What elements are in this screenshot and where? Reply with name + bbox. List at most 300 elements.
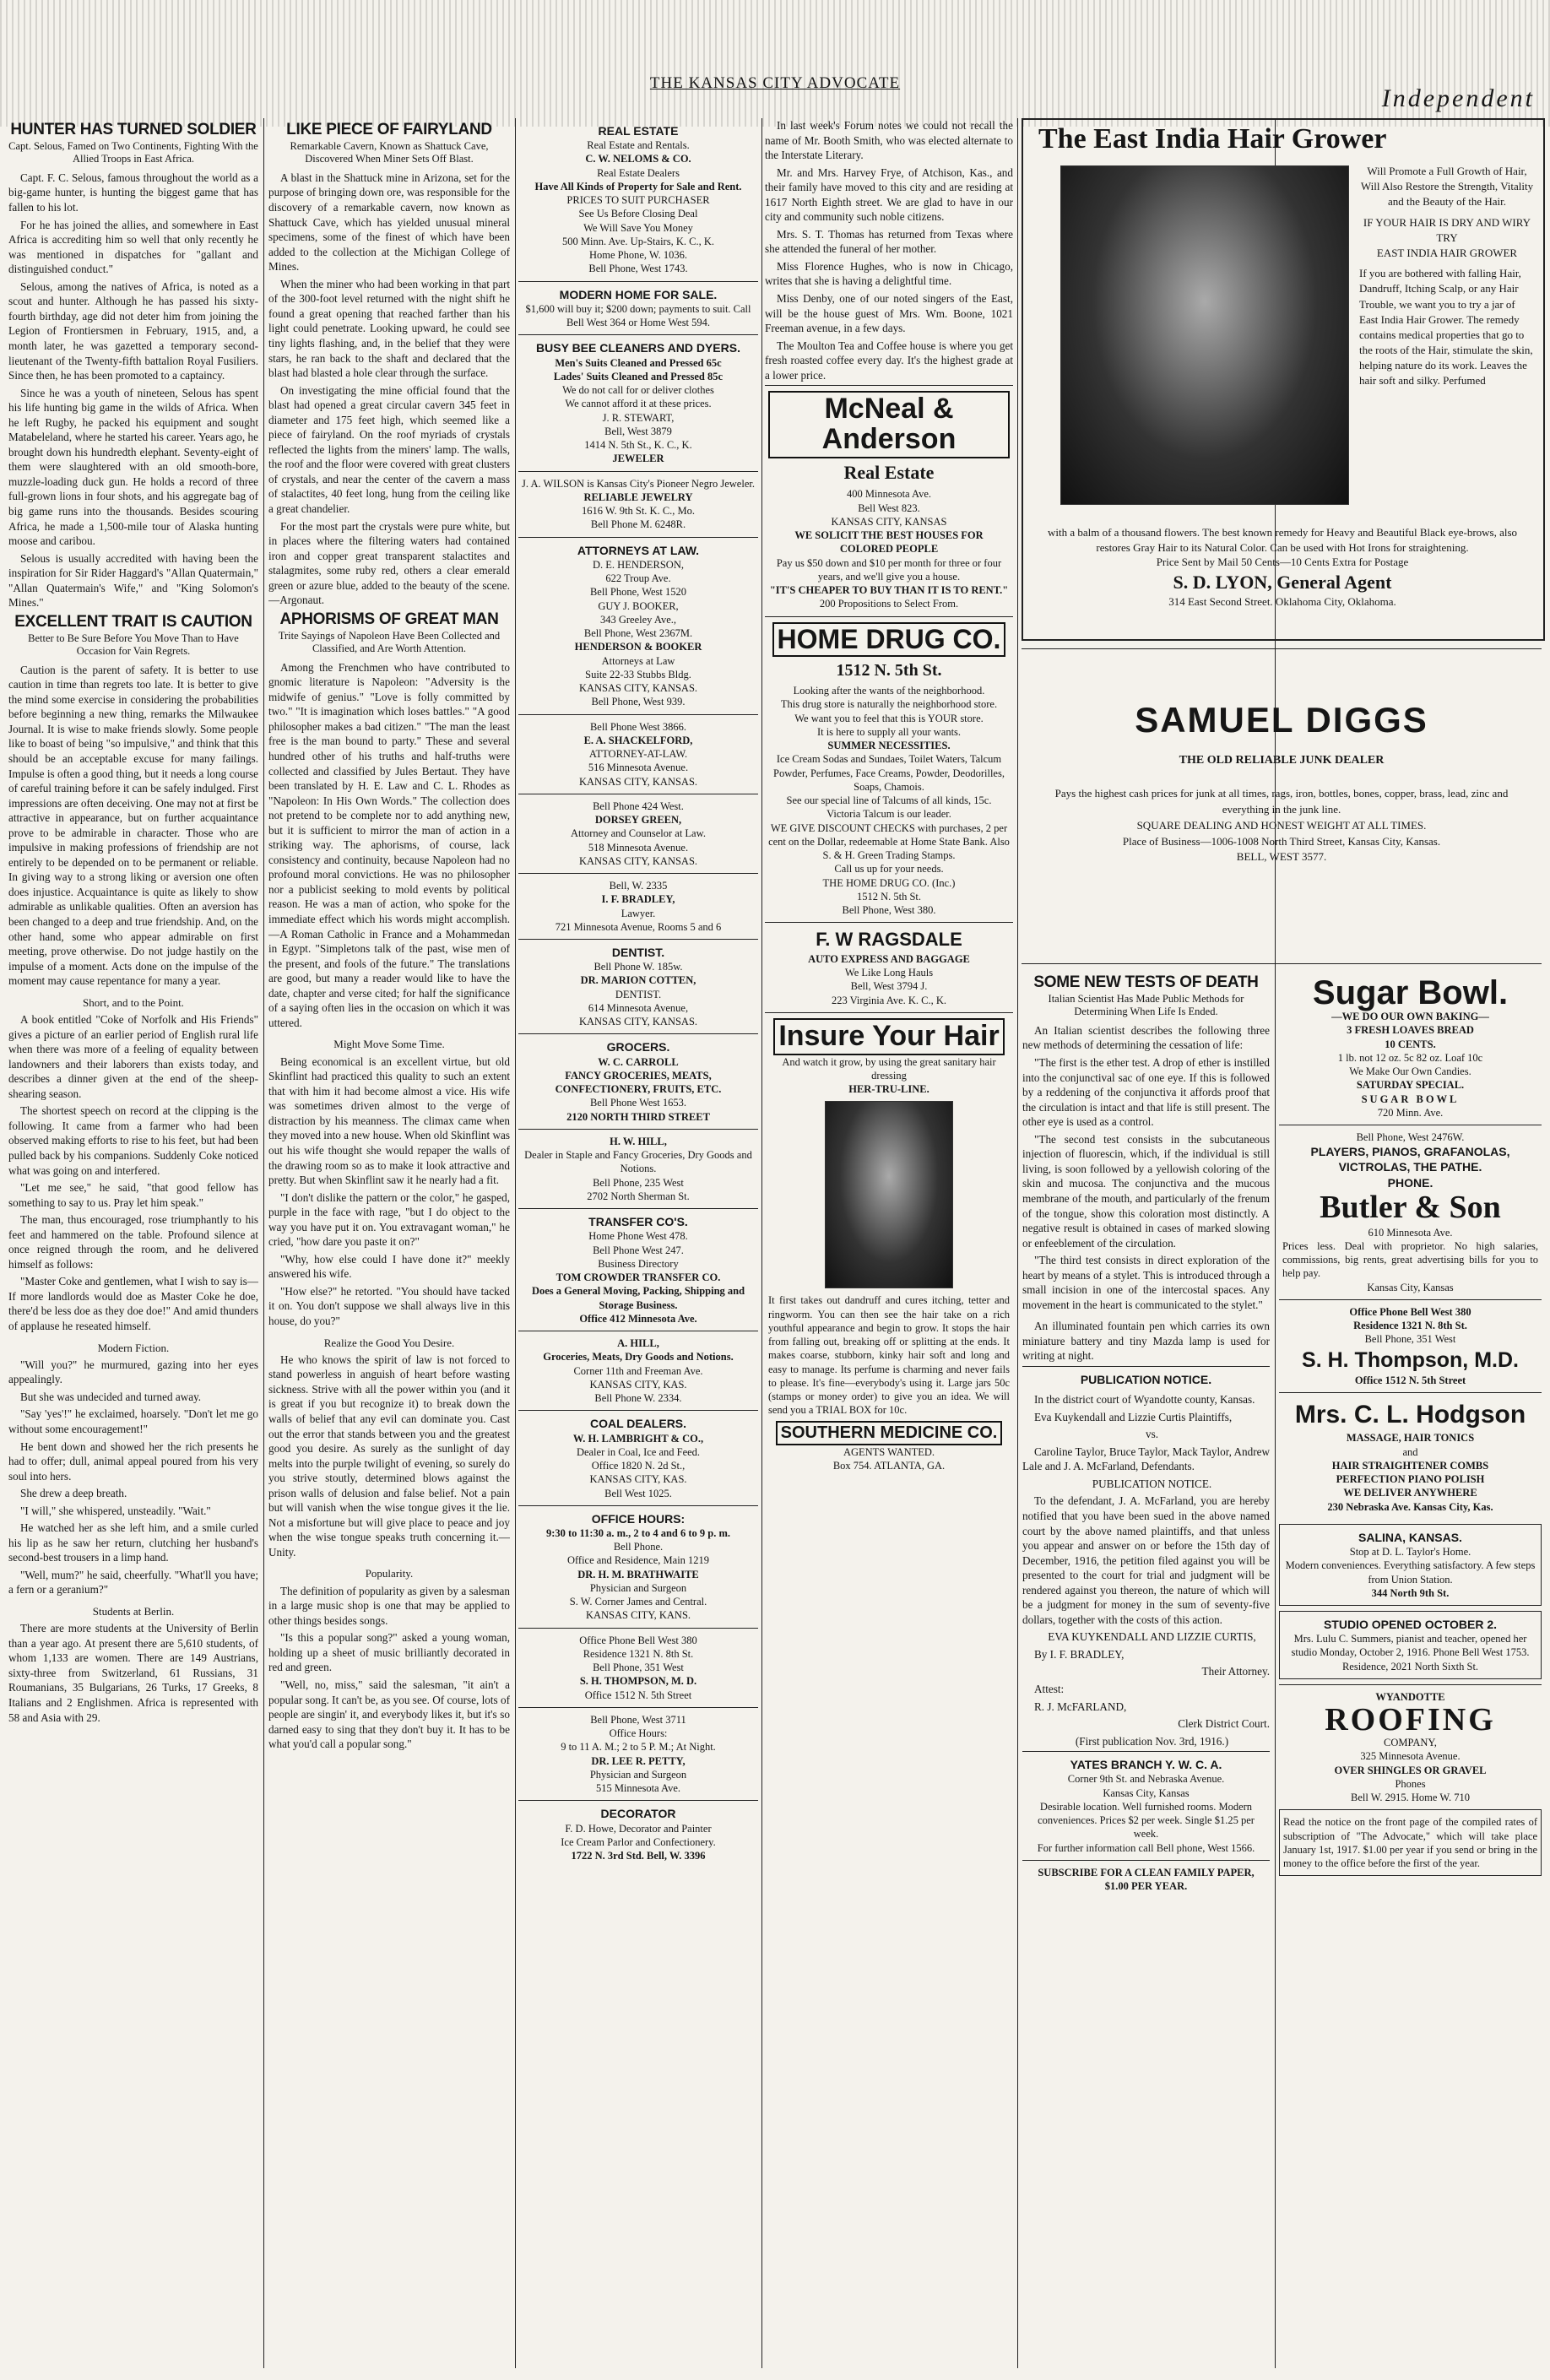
subhead-hunter: Capt. Selous, Famed on Two Continents, Fighting With the Allied Troops in East Africa. [8,139,258,165]
ad-title: S. H. Thompson, M.D. [1302,1347,1519,1372]
headline-modern-fiction: Modern Fiction. [97,1341,170,1354]
paragraph: On investigating the mine official found that the blast had opened a great circular cavern 345 feet in diameter and 175 feet high, which seemed like a piece of fairyland. On the roof myriads of crystals reflected the lights from the miners' lamp. The walls, the roof and the floor were covered with great clusters of crystals, and near the center of the cavern a mass of stalactites, 40 feet long, hung from the ceiling like a great chandelier. [268,383,510,515]
ad-line: 518 Minnesota Avenue. [588,841,689,854]
subhead-tests-death: Italian Scientist Has Made Public Methods for Determining When Life Is Ended. [1048,992,1244,1017]
ad-line: Will Promote a Full Growth of Hair, Will Also Restore the Strength, Vitality and the Beauty of the Hair. [1360,165,1534,209]
ad-salina [1279,1524,1542,1606]
ad-line: Bell W. 2915. Home W. 710 [1351,1792,1470,1804]
ad-line: and [1402,1445,1418,1458]
ad-dorsey-green [518,794,758,873]
ad-line: DR. LEE R. PETTY, [591,1754,686,1767]
legal-line: PUBLICATION NOTICE. [1092,1477,1212,1490]
ad-line: AGENTS WANTED. [843,1445,935,1458]
ad-line: Residence 1321 N. 8th St. [1353,1320,1467,1332]
ad-line: Bell Phone W. 185w. [593,961,683,973]
ad-line: Physician and Surgeon [589,1581,687,1594]
local-note: Miss Denby, one of our noted singers of the East, will be the house guest of Mrs. Wm. Boone, 1021 Freeman avenue, in a few days. [765,292,1013,335]
ad-title: Mrs. C. L. Hodgson [1294,1401,1526,1429]
ad-line: Bell Phone W. 2334. [594,1392,682,1405]
ad-attorneys [518,537,758,714]
ad-line: KANSAS CITY, KANSAS. [578,775,698,788]
ad-line: 500 Minn. Ave. Up-Stairs, K. C., K. [562,235,714,247]
paragraph: "Is this a popular song?" asked a young woman, holding up a sheet of music brilliantly decorated in red and green. [268,1631,510,1674]
ad-line: Victoria Talcum is our leader. [826,808,951,821]
ad-line: Phones [1395,1777,1426,1790]
ad-line: 200 Propositions to Select From. [819,598,959,610]
paragraph: "Master Coke and gentlemen, what I wish to say is—If more landlords would doe as Master Coke he doe, there'd be less doe as they doe doe!" And amid thunders of applause he reseated himself. [8,1275,258,1332]
ad-line: Bell, W. 2335 [609,880,668,892]
paragraph: "I will," she whispered, unsteadily. "Wait." [20,1504,211,1517]
ad-line: 622 Troup Ave. [605,572,671,584]
column-1 [8,118,258,2372]
ad-line: HAIR STRAIGHTENER COMBS [1331,1459,1489,1472]
ad-line: S. D. LYON, General Agent [1173,571,1392,593]
ad-line: DR. MARION COTTEN, [580,974,696,987]
ad-line: Bell Phone 424 West. [593,800,684,812]
ad-line: Dealer in Coal, Ice and Feed. [576,1445,701,1458]
legal-line: By I. F. BRADLEY, [1034,1647,1125,1661]
ad-line: Read the notice on the front page of the compiled rates of subscription of "The Advocate," which will take place January 1st, 1917. $1.00 per year if you send or bring in the money to the office before the first of the year. [1283,1816,1537,1870]
ad-line: S. W. Corner James and Central. [569,1596,707,1608]
ad-line: PERFECTION PIANO POLISH [1336,1473,1485,1486]
ad-a-hill [518,1331,758,1410]
ad-title: F. W RAGSDALE [816,929,962,951]
ad-line: THE HOME DRUG CO. (Inc.) [822,876,956,889]
hair-tonic-illustration [825,1101,953,1288]
ad-line: Box 754. ATLANTA, GA. [832,1459,946,1472]
ad-line: We Like Long Hauls [844,967,934,979]
ad-line: Bell Phone, 351 West [593,1662,684,1674]
masthead-right: Independent [1381,84,1535,112]
ad-title: Sugar Bowl. [1312,974,1509,1011]
ad-title: STUDIO OPENED OCTOBER 2. [1323,1618,1498,1632]
ad-line: Bell Phone West 3866. [589,720,687,733]
ad-line: Desirable location. Well furnished rooms. Modern conveniences. Prices $2 per week. Single $1.25 per week. [1038,1800,1255,1841]
ad-line: Bell West 823. [858,501,920,514]
ad-line: Ice Cream Parlor and Confectionery. [561,1835,716,1848]
legal-line: In the district court of Wyandotte county, Kansas. [1034,1393,1255,1407]
ad-line: "IT'S CHEAPER TO BUY THAN IT IS TO RENT." [769,584,1009,597]
ad-line: WE GIVE DISCOUNT CHECKS with purchases, 2 per cent on the Dollar, redeemable at Home State Bank. Also S. & H. Green Trading Stamps. [768,821,1010,862]
ad-line: Physician and Surgeon [589,1768,687,1781]
ad-line: 1414 N. 5th St., K. C., K. [584,439,692,452]
ad-title: ROOFING [1325,1702,1496,1738]
ad-line: OVER SHINGLES OR GRAVEL [1334,1764,1487,1776]
paragraph: Selous, among the natives of Africa, is noted as a scout and hunter. Although he has passed his sixty-fourth birthday, age did not deter him from joining the Legion of Frontiersmen in February, 1915, and, a month later, he was gazetted a temporary second-lieutenant of the Twenty-fifth battalion Royal Fusiliers. Since then, he has been promoted to a captaincy. [8,279,258,382]
paragraph: She drew a deep breath. [20,1487,127,1500]
paragraph: A blast in the Shattuck mine in Arizona, set for the purpose of bringing down ore, was responsible for the discovery of a remarkable cavern, now known as Shattuck Cave, which has yielded unusual mineral specimens, some of the finest of which have been added to the collection at the Michigan College of Mines. [268,171,510,274]
column-rule [1017,118,1018,2368]
ad-line: IF YOUR HAIR IS DRY AND WIRY [1363,215,1531,229]
paragraph: The shortest speech on record at the clipping is the following. It came from a farmer who had been observed making efforts to rise to his feet, but had been pulled back by his companions. Suddenly Coke noticed what was going on and interfered. [8,1104,258,1177]
print-grain [0,0,1550,127]
ad-line: HENDERSON & BOOKER [574,641,702,653]
section-heading: OFFICE HOURS: [591,1511,686,1526]
paragraph: Since he was a youth of nineteen, Selous has spent his life hunting big game in the wilds of Africa. When he left Rugby, he packed his equipment and sought Matabeleland, where he started his career. Years ago, he brought down his hundredth elephant. Seventy-eight of them were slaughtered with an old smooth-bore, muzzle-loading duck gun. He holds a record of three full-grown lions in four shots, and his aggregate bag of big game runs into the thousands. Besides scouring Africa, he made a 1,500-mile tour of Alaska hunting moose and caribou. [8,386,258,548]
ad-line: Ice Cream Sodas and Sundaes, Toilet Waters, Talcum Powder, Perfumes, Face Creams, Powder, Deodorilles, Soaps, Chamois. [773,753,1005,793]
ad-line: Pay us $50 down and $10 per month for three or four years, and we'll give you a house. [776,556,1002,583]
ad-side-text [1359,164,1535,389]
woman-portrait-photo [1060,165,1349,505]
ad-line: E. A. SHACKELFORD, [583,734,693,746]
paragraph: An Italian scientist describes the following three new methods of determining the cessation of life: [1022,1023,1270,1052]
paragraph: "The second test consists in the subcutaneous injection of fluorescin, which, if the individual is still living, is soon followed by a yellowish coloring of the skin and mucosa. The conjunctiva and the mucous membrane of the mouth, and particularly of the frenum of the tongue, show this coloration most distinctly. A negative result is obtained in cases of marked slowing or enfeeblement of the circulation. [1022,1132,1270,1250]
ad-line: We cannot afford it at these prices. [565,398,712,410]
ad-line: 1512 N. 5th St. [856,890,922,903]
ad-title: SALINA, KANSAS. [1358,1530,1462,1544]
paragraph: Caution is the parent of safety. It is better to use caution in time than regrets too late. It is better to give the mind some exercise in considering the probabilities before beginning a new thing, remarks the Milwaukee Journal. It is wise to make friends slowly. Some people like to boast of being "so impulsive," and think that this should be an acceptable excuse for many failings. Impulse is often a good thing, but it needs a long course of careful training before it can be safely indulged. First impressions are often deceiving. One may not at first be attractive in appearance, but on further acquaintance prove to be admirable in character. Those who are impulsive in making professions of friendship are not entirely to be depended on to be permanent or reliable. In giving way to a strong liking or aversion one often does injustice. Acquaintance is quite as likely to show admirable as unlikable qualities. Often an aversion has been changed to a deep and true friendship. And, on the other hand, some who appear admirable on first meeting, prove otherwise. Do not judge hastily on the impulse of a moment. Acts done on the impulse of the moment may cause repentance for many a year. [8,663,258,988]
paragraph: Among the Frenchmen who have contributed to gnomic literature is Napoleon: "Adversity is the midwife of genius." "Love is folly committed by two." "It is imagination which loses battles." "A good philosopher makes a bad citizen." "The man the least free is the man bound to party." These and several hundred other of his truths and half-truths were collected and classified by Jules Bertaut. They have been translated by H. E. Law and C. L. Rhodes as "Napoleon: In His Own Words." The collection does not pretend to be complete nor to add anything new, but it is sufficient to mirror the man of action in a striking way. The aphorisms, of course, lack consistency and continuity, because Napoleon had no profound moral convictions. He was no philosopher nor a publicist seeking to mold events by political reason. He was a man of action, who spoke for the immediate effect which his words might accomplish.—A Roman Catholic in France and a Mohammedan in Egypt. "Simpletons talk of the past, wise men of the present, and fools of the future." The translations are good, but many a reader would like to have the date, chapter and verse cited; for half the significance of a saying often lies in the occasion on which it was uttered. [268,660,510,1029]
ad-line: EAST INDIA HAIR GROWER [1376,246,1518,259]
ad-line: W. C. CARROLL [598,1055,679,1068]
ad-line: Bell Phone, West 3711 [590,1713,686,1726]
ad-line: J. A. WILSON is Kansas City's Pioneer Negro Jeweler. [522,477,755,490]
ad-line: Prices less. Deal with proprietor. No high salaries, commissions, big rents, great advertising bills for you to help pay. [1282,1239,1538,1280]
ad-line: Looking after the wants of the neighborhood. [793,685,985,697]
ad-line: HER-TRU-LINE. [848,1083,929,1096]
ad-sugar-bowl [1279,971,1542,1125]
section-heading: REAL ESTATE [598,124,679,138]
subhead-aphorisms: Trite Sayings of Napoleon Have Been Collected and Classified, and Are Worth Attention. [278,629,501,654]
paragraph: Being economical is an excellent virtue, but old Skinflint had practiced this quality to such an extent that with him it had become almost a vice. His wife was sometimes driven almost to the verge of distraction by his meanness. The climax came when they moved into a new house. When old Skinflint was out his wife thought she would repaper the walls of the drawing room so as to make it look attractive and pretty. But when Skinflint saw it he nearly had a fit. [268,1054,510,1187]
ad-line: KANSAS CITY, KAS. [589,1378,687,1391]
ad-body [1022,786,1542,865]
ad-line: Dealer in Staple and Fancy Groceries, Dry Goods and Notions. [524,1149,752,1175]
ad-line: 343 Greeley Ave., [599,613,676,626]
ad-line: H. W. HILL, [610,1135,667,1147]
ad-line: C. W. NELOMS & CO. [585,153,691,165]
ad-roofing [1279,1684,1542,1810]
ad-line: Attorney and Counselor at Law. [571,827,706,840]
ad-line: 1722 N. 3rd Std. Bell, W. 3396 [571,1850,706,1862]
ad-line: 9 to 11 A. M.; 2 to 5 P. M.; At Night. [561,1741,716,1754]
ad-title: SAMUEL DIGGS [1135,700,1428,740]
ad-line: 344 North 9th St. [1371,1586,1450,1599]
ad-samuel-diggs [1022,648,1542,964]
ad-line: Bell West 1025. [604,1487,672,1499]
section-heading: DECORATOR [600,1807,676,1821]
ad-line: —WE DO OUR OWN BAKING— [1331,1011,1489,1022]
ad-mcneal-anderson [765,385,1013,615]
ad-line: Place of Business—1006-1008 North Third Street, Kansas City, Kansas. [1122,834,1441,848]
ad-line: Have All Kinds of Property for Sale and Rent. [534,180,742,192]
ad-line: 230 Nebraska Ave. Kansas City, Kas. [1327,1500,1493,1513]
headline-caution: EXCELLENT TRAIT IS CAUTION [14,612,252,631]
ad-line: SQUARE DEALING AND HONEST WEIGHT AT ALL TIMES. [1136,818,1427,832]
column-4 [765,118,1013,2372]
column-rule [761,118,762,2368]
ad-line: Bell Phone, West 2476W. [1356,1131,1465,1143]
ad-line: F. D. Howe, Decorator and Painter [565,1822,712,1835]
ad-line: This drug store is naturally the neighborhood store. [780,698,998,711]
ad-line: Office 1512 N. 5th Street [584,1689,692,1701]
ad-line: Stop at D. L. Taylor's Home. [1349,1546,1471,1559]
section-heading: TRANSFER CO'S. [588,1215,688,1229]
ad-title: The East India Hair Grower [1038,123,1387,155]
ad-line: PRICES TO SUIT PURCHASER [566,194,710,207]
column-rule [515,118,516,2368]
headline-students-berlin: Students at Berlin. [92,1605,175,1618]
ad-line: Bell, West 3879 [604,425,672,437]
ad-line: RELIABLE JEWELRY [583,491,693,503]
ad-title: YATES BRANCH Y. W. C. A. [1070,1758,1222,1772]
ad-line: Bell Phone M. 6248R. [590,518,686,531]
ad-line: Mrs. Lulu C. Summers, pianist and teacher, opened her studio Monday, October 2, 1916. Phone Bell West 1753. Residence, 2021 North Sixth St. [1291,1633,1530,1673]
ad-line: See Us Before Closing Deal [578,208,698,220]
ad-line: We Make Our Own Candies. [1349,1065,1471,1077]
ad-line: Groceries, Meats, Dry Goods and Notions. [543,1351,734,1363]
paragraph: "Will you?" he murmured, gazing into her eyes appealingly. [8,1358,258,1386]
paragraph: The man, thus encouraged, rose triumphantly to his feet and hammered on the table. Profound silence at once reigned through the room, and he delivered himself as follows: [8,1213,258,1271]
legal-line: To the defendant, J. A. McFarland, you are hereby notified that you have been sued in the above named court by the above named plaintiffs, and that unless you appear and answer on or before the 15th day of December, 1916, the petition filed against you will be presented to the court for trial and judgment will be rendered against you thereon, the nature of which will be a judgment for money in the sum of seventy-five dollars, together with the costs of this action. [1022,1494,1270,1626]
ad-line: SUBSCRIBE FOR A CLEAN FAMILY PAPER, $1.00 PER YEAR. [1038,1866,1255,1893]
ad-line: Office Hours: [609,1727,668,1740]
ad-line: We do not call for or deliver clothes [562,384,714,397]
headline-hunter: HUNTER HAS TURNED SOLDIER [10,121,257,138]
ad-line: TRY [1436,230,1458,244]
paragraph: "Say 'yes'!" he exclaimed, hoarsely. "Don't let me go without some encouragement!" [8,1407,258,1435]
ad-line: 1616 W. 9th St. K. C., Mo. [581,505,696,518]
ad-line: DORSEY GREEN, [594,814,682,826]
ad-subscribe [1022,1860,1270,1899]
ad-line: GUY J. BOOKER, [598,599,679,612]
ad-title: HOME DRUG CO. [772,622,1006,658]
legal-line: vs. [1145,1428,1159,1441]
ad-title: MODERN HOME FOR SALE. [559,287,718,301]
ad-thompson [1279,1299,1542,1393]
paragraph: He bent down and showed her the rich presents he had to offer; dull, animal appeal poured from his very soul into hers. [8,1439,258,1483]
ad-line: Bell Phone, West 380. [842,904,936,917]
ad-line: Real Estate and Rentals. [587,139,690,152]
ad-line: Men's Suits Cleaned and Pressed 65c [555,356,722,369]
ad-line: SATURDAY SPECIAL. [1356,1079,1465,1092]
column-3-directory [518,118,758,2372]
ad-line: Home Phone, W. 1036. [589,249,687,262]
section-heading: COAL DEALERS. [589,1417,687,1431]
ad-line: 1512 N. 5th St. [836,661,942,680]
newspaper-title: THE KANSAS CITY ADVOCATE [649,74,901,92]
ad-line: It is here to supply all your wants. [816,725,962,738]
ad-home-drug [765,616,1013,923]
paragraph: For he has joined the allies, and somewhere in East Africa is accrediting him so well that only recently he was mentioned in dispatches for "gallant and distinguished conduct." [8,218,258,276]
ad-line: ATTORNEY-AT-LAW. [588,748,688,760]
ad-line: Bell Phone West 1653. [589,1097,687,1109]
ad-line: KANSAS CITY, KANSAS. [578,854,698,867]
ad-line: SOUTHERN MEDICINE CO. [776,1421,1003,1445]
ad-title: Insure Your Hair [773,1018,1004,1055]
ad-line: Suite 22-33 Stubbs Bldg. [585,668,691,680]
local-note: Mrs. S. T. Thomas has returned from Texas where she attended the funeral of her mother. [765,227,1013,256]
ad-line: KANSAS CITY, KANSAS. [578,682,698,694]
paragraph: He who knows the spirit of law is not forced to stand powerless in anguish of heart before wasting sickness. Strive with all the power within you (and it is great if you but recognize it) to break down the walls of belief that any evil can dominate you. Cast out the error that stands between you and the greatest good you desire. As surely as the sunlight of day melts into the purple twilight of evening, so surely do you strive stoutly, determined blows against the prison walls of delusion and false belief. Not a pain but will vanish when the wise tongue gives it the lie. Not a misfortune but will give place to peace and joy when the wise tongue speaks truth concerning it.—Unity. [268,1353,510,1559]
legal-line: Their Attorney. [1201,1665,1270,1678]
ad-line: 223 Virginia Ave. K. C., K. [831,994,947,1006]
column-6 [1279,971,1542,2372]
ad-line: Bell Phone, West 1743. [588,263,688,275]
ad-line: For further information call Bell phone, West 1566. [1037,1841,1255,1854]
paragraph: He watched her as she left him, and a smile curled his lip as he saw her return, clutching her husband's second-best trousers in a limp hand. [8,1521,258,1564]
ad-line: SUMMER NECESSITIES. [827,740,951,752]
ad-wilson-jeweler [518,471,758,537]
subscription-notice [1279,1809,1542,1876]
ad-line: Real Estate [843,461,935,483]
column-2 [268,118,510,2372]
paragraph: Capt. F. C. Selous, famous throughout the world as a big-game hunter, is hunting the biggest game that has fallen to his lot. [8,171,258,214]
ad-bradley [518,873,758,939]
ad-grocers [518,1033,758,1128]
ad-line: Bell Phone, 351 West [1364,1333,1456,1346]
ad-real-estate [518,118,758,281]
column-rule [263,118,264,2368]
ad-line: J. R. STEWART, [602,411,675,424]
local-note: The Moulton Tea and Coffee house is where you get fresh roasted coffee every day. It's the highest grade at a lower price. [765,339,1013,382]
ad-line: KANSAS CITY, KANS. [585,1609,691,1622]
paragraph: "How else?" he retorted. "You should have tacked it on. You don't suppose we shall always live in this house, do you?" [268,1284,510,1327]
ad-line: Office Phone Bell West 380 [1349,1305,1471,1318]
ad-line: A. HILL, [617,1337,659,1350]
legal-line: R. J. McFARLAND, [1034,1700,1127,1713]
ad-line: Bell Phone, West 939. [591,696,686,708]
ad-line: WE SOLICIT THE BEST HOUSES FOR COLORED PEOPLE [794,529,984,556]
ad-line: Bell Phone, West 2367M. [583,627,693,639]
ad-line: Bell Phone, West 1520 [589,586,687,599]
paragraph: An illuminated fountain pen which carries its own miniature battery and tiny Mazda lamp is used for writing at night. [1022,1320,1270,1363]
subhead-caution: Better to Be Sure Before You Move Than to Have Occasion for Vain Regrets. [28,632,239,657]
headline-tests-death: SOME NEW TESTS OF DEATH [1033,973,1259,991]
ad-line: I. F. BRADLEY, [601,893,675,906]
legal-line: Clerk District Court. [1178,1717,1270,1731]
ad-line: D. E. HENDERSON, [593,558,684,571]
ad-line: Bell Phone. [613,1541,664,1553]
ad-line: 720 Minn. Ave. [1377,1106,1444,1119]
ad-line: Lades' Suits Cleaned and Pressed 85c [553,370,724,382]
publication-notice [1022,1366,1270,1392]
ad-line: Price Sent by Mail 50 Cents—10 Cents Extra for Postage [1156,556,1409,569]
ad-line: See our special line of Talcums of all kinds, 15c. [786,794,992,807]
ad-dentist [518,939,758,1033]
ad-line: 515 Minnesota Ave. [595,1782,681,1795]
headline-short-point: Short, and to the Point. [83,995,184,1009]
paragraph: A book entitled "Coke of Norfolk and His Friends" gives a picture of an earlier period of English rural life when there was more of a feeling of equality between landowners and their laborers than exists today, and describes a dinner given at the end of the sheep-shearing season. [8,1013,258,1100]
paragraph: There are more students at the University of Berlin than a year ago. At present there are 5,610 students, of whom 1,133 are women. There are 149 Austrians, sixty-three from Switzerland, 61 Russians, 31 Roumanians, 35 Bulgarians, 26 Turks, 17 Greeks, 8 Italians and 2 Englishmen. Africa is represented with 58 and Asia with 29. [8,1622,258,1724]
ad-line: If you are bothered with falling Hair, Dandruff, Itching Scalp, or any Hair Trouble, we want you to try a jar of East India Hair Grower. The remedy contains medical properties that go to the roots of the Hair, stimulate the skin, helping nature do its work. Leaves the hair soft and silky. Perfumed [1359,267,1533,388]
ad-line: Home Phone West 478. [588,1230,688,1243]
ad-line: Office 1512 N. 5th Street [1354,1374,1466,1387]
legal-line: EVA KUYKENDALL AND LIZZIE CURTIS, [1048,1630,1256,1644]
ad-line: THE OLD RELIABLE JUNK DEALER [1179,754,1385,767]
ad-line: BELL, WEST 3577. [1236,850,1327,864]
section-heading: JEWELER [612,453,664,465]
ad-bottom-text [1030,525,1535,610]
ad-line: Pays the highest cash prices for junk at all times, rags, iron, bottles, bones, copper, brass, lead, zinc and everything in the junk line. [1054,787,1509,816]
paragraph: The definition of popularity as given by a salesman in a large music shop is one that may be applied to other things besides songs. [268,1584,510,1627]
ad-line: Office 1820 N. 2d St., [591,1460,686,1472]
ad-line: 516 Minnesota Avenue. [588,762,689,774]
ad-line: FANCY GROCERIES, MEATS, CONFECTIONERY, FRUITS, ETC. [555,1069,722,1096]
paragraph: "Why, how else could I have done it?" meekly answered his wife. [268,1252,510,1281]
ad-line: Bell Phone, 235 West [593,1176,684,1189]
ad-line: KANSAS CITY, KANSAS. [578,1016,698,1028]
ad-title: Butler & Son [1320,1189,1501,1225]
paragraph: "Let me see," he said, "that good fellow has something to say to us. Pray let him speak." [8,1181,258,1209]
ad-line: Attorneys at Law [601,654,675,667]
ad-ragsdale [765,922,1013,1012]
section-heading: PUBLICATION NOTICE. [1080,1372,1212,1386]
ad-line: DR. H. M. BRATHWAITE [577,1568,699,1580]
ad-line: Office Phone Bell West 380 [579,1634,697,1646]
section-heading: DENTIST. [611,946,665,959]
ad-line: Does a General Moving, Packing, Shipping and Storage Business. [531,1285,745,1311]
ad-line: Bell, West 3794 J. [850,980,928,993]
ad-line: TOM CROWDER TRANSFER CO. [556,1271,721,1284]
subhead-fairyland: Remarkable Cavern, Known as Shattuck Cave, Discovered When Miner Sets Off Blast. [290,139,489,165]
ad-line: 721 Minnesota Avenue, Rooms 5 and 6 [555,920,722,933]
headline-aphorisms: APHORISMS OF GREAT MAN [279,610,499,628]
ad-line: 325 Minnesota Avenue. [1360,1750,1461,1763]
ad-line: Call us up for your needs. [834,863,944,876]
ad-busy-bee [518,334,758,470]
ad-line: COMPANY, [1384,1737,1437,1749]
ad-decorator [518,1800,758,1868]
ad-line: PLAYERS, PIANOS, GRAFANOLAS, VICTROLAS, THE PATHE. [1310,1145,1510,1174]
ad-line: 314 East Second Street. Oklahoma City, Oklahoma. [1168,595,1396,609]
ad-line: Modern conveniences. Everything satisfactory. A few steps from Union Station. [1285,1559,1536,1586]
paragraph: For the most part the crystals were pure white, but in places where the filtering waters had contained iron and copper great transparent stalactites and stalagmites, some ruby red, others a clear emerald green or azure blue, added to the beauty of the scene.—Argonaut. [268,519,510,607]
ad-coal-dealers [518,1410,758,1504]
ad-title: BUSY BEE CLEANERS AND DYERS. [536,341,740,355]
masthead [0,0,1550,127]
ad-thompson-directory [518,1628,758,1707]
ad-line: 610 Minnesota Ave. [1368,1226,1453,1239]
ad-east-india [1022,118,1545,641]
section-heading: GROCERS. [606,1040,670,1054]
ad-insure-hair [765,1012,1013,1477]
ad-shackelford [518,714,758,794]
ad-line: And watch it grow, by using the great sanitary hair dressing [782,1055,996,1082]
paragraph: But she was undecided and turned away. [20,1390,202,1403]
local-note: Miss Florence Hughes, who is now in Chicago, writes that she is having a delightful time. [765,259,1013,288]
ad-line: DENTIST. [615,988,662,1000]
ad-petty [518,1707,758,1801]
legal-line: (First publication Nov. 3rd, 1916.) [1075,1734,1229,1748]
ad-line: 10 CENTS. [1385,1038,1436,1050]
ad-line: 614 Minnesota Avenue, [588,1001,689,1014]
ad-ywca [1022,1751,1270,1860]
ad-line: Kansas City, Kansas [1103,1786,1190,1799]
ad-line: $1,600 will buy it; $200 down; payments to suit. Call Bell West 364 or Home West 594. [525,302,751,329]
section-heading: ATTORNEYS AT LAW. [577,543,700,557]
ad-line: 9:30 to 11:30 a. m., 2 to 4 and 6 to 9 p. m. [545,1526,731,1539]
ad-line: WE DELIVER ANYWHERE [1343,1487,1477,1499]
column-5 [1022,971,1270,2372]
ad-line: 400 Minnesota Ave. [846,488,932,501]
ad-line: Corner 11th and Freeman Ave. [573,1364,703,1377]
ad-line: KANSAS CITY, KAS. [589,1473,687,1486]
legal-line: Eva Kuykendall and Lizzie Curtis Plaintiffs, [1034,1410,1233,1423]
ad-line: with a balm of a thousand flowers. The best known remedy for Heavy and Beautiful Black eye-brows, also restores Gray Hair to its Natural Color. Can be used with Hot Irons for straightening. [1047,526,1518,554]
ad-line: Corner 9th St. and Nebraska Avenue. [1067,1773,1225,1786]
paragraph: "I don't dislike the pattern or the color," he gasped, purple in the face with rage, "but I do object to the way you have put it on. You extravagant woman," he cried, "how dare you paste it on?" [268,1190,510,1249]
ad-line: Residence 1321 N. 8th St. [583,1647,694,1660]
ad-line: KANSAS CITY, KANSAS [831,515,947,528]
ad-transfer [518,1208,758,1331]
paragraph: When the miner who had been working in that part of the 300-foot level returned with the night shift he found a great opening that reached farther than his light could penetrate. Looking upward, he could see tiny lights flashing, and, in the belief that they were stars, he ran back to the shaft and declared that the blast had blasted a hole clear through the surface. [268,277,510,380]
legal-line: Attest: [1034,1683,1065,1695]
ad-line: SUGAR BOWL [1361,1092,1460,1105]
headline-might-move: Might Move Some Time. [333,1038,445,1051]
ad-line: 2702 North Sherman St. [587,1190,690,1202]
local-note: Mr. and Mrs. Harvey Frye, of Atchison, Kas., and their family have moved to this city and are residing at 1617 North Eighth street. We are glad to have in our city and community such noble citizens. [765,165,1013,224]
